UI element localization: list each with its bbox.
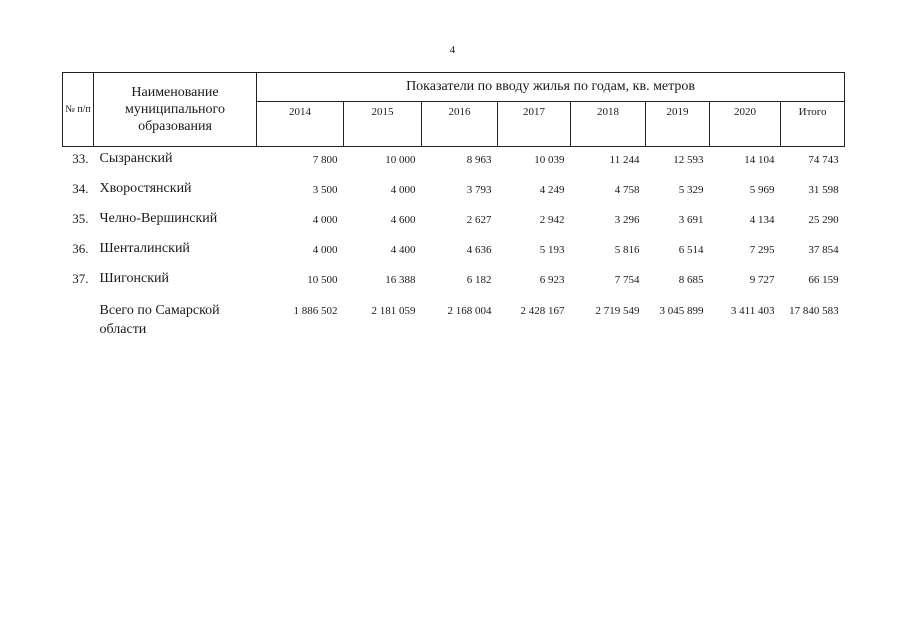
row-number: 33. xyxy=(72,151,89,166)
value-cell: 10 000 xyxy=(385,154,416,166)
value-cell: 5 816 xyxy=(614,243,640,256)
total-value-cell: 1 886 502 xyxy=(293,304,338,317)
value-cell: 3 296 xyxy=(614,213,640,226)
value-cell: 6 182 xyxy=(466,273,492,286)
value-cell: 4 636 xyxy=(466,243,492,256)
total-cell: 66 159 xyxy=(808,273,839,286)
total-row-label: Всего по Самарской области xyxy=(99,302,220,337)
column-group-header: Показатели по вводу жилья по годам, кв. метров xyxy=(257,73,845,102)
value-cell: 7 754 xyxy=(614,273,640,286)
total-value-cell: 2 428 167 xyxy=(520,304,565,317)
value-cell: 4 134 xyxy=(749,213,775,226)
total-cell: 74 743 xyxy=(808,154,839,166)
column-header-year: 2019 xyxy=(646,102,710,147)
page-number: 4 xyxy=(449,44,456,56)
table-row xyxy=(63,267,845,301)
value-cell: 7 800 xyxy=(312,154,338,166)
row-number: 36. xyxy=(72,240,89,256)
value-cell: 9 727 xyxy=(749,273,775,286)
total-value-cell: 3 045 899 xyxy=(659,304,704,317)
value-cell: 2 627 xyxy=(466,213,492,226)
value-cell: 5 193 xyxy=(539,243,565,256)
total-value-cell: 3 411 403 xyxy=(730,304,775,317)
value-cell: 10 500 xyxy=(307,273,338,286)
value-cell: 6 923 xyxy=(539,273,565,286)
table-row xyxy=(63,207,845,237)
value-cell: 11 244 xyxy=(609,154,640,166)
municipality-name: Сызранский xyxy=(99,151,173,166)
value-cell: 16 388 xyxy=(385,273,416,286)
total-row xyxy=(63,301,845,339)
value-cell: 2 942 xyxy=(539,213,565,226)
total-value-cell: 2 168 004 xyxy=(447,304,492,317)
value-cell: 4 000 xyxy=(312,213,338,226)
value-cell: 4 249 xyxy=(539,183,565,196)
value-cell: 3 793 xyxy=(466,183,492,196)
value-cell: 14 104 xyxy=(744,154,775,166)
value-cell: 4 400 xyxy=(390,243,416,256)
total-cell: 31 598 xyxy=(808,183,839,196)
value-cell: 4 000 xyxy=(312,243,338,256)
municipality-name: Шигонский xyxy=(99,270,170,286)
column-header-year: 2018 xyxy=(571,102,646,147)
grand-total-cell: 17 840 583 xyxy=(789,304,839,317)
table-row xyxy=(63,147,845,177)
column-header-year: 2020 xyxy=(710,102,781,147)
value-cell: 8 685 xyxy=(678,273,704,286)
column-header-year: 2014 xyxy=(257,102,344,147)
value-cell: 8 963 xyxy=(466,154,492,166)
table-row xyxy=(63,177,845,207)
municipality-name: Челно-Вершинский xyxy=(99,210,218,226)
value-cell: 4 600 xyxy=(390,213,416,226)
value-cell: 5 969 xyxy=(749,183,775,196)
row-number-empty xyxy=(63,301,94,339)
column-header-year: 2015 xyxy=(344,102,422,147)
column-header-year: 2017 xyxy=(498,102,571,147)
table-header xyxy=(63,73,845,147)
value-cell: 12 593 xyxy=(673,154,704,166)
value-cell: 3 500 xyxy=(312,183,338,196)
total-value-cell: 2 181 059 xyxy=(371,304,416,317)
municipality-name: Шенталинский xyxy=(99,240,190,256)
total-cell: 37 854 xyxy=(808,243,839,256)
value-cell: 4 758 xyxy=(614,183,640,196)
value-cell: 7 295 xyxy=(749,243,775,256)
value-cell: 5 329 xyxy=(678,183,704,196)
row-number: 35. xyxy=(72,210,89,226)
column-header-total: Итого xyxy=(781,102,845,147)
table-body xyxy=(63,147,845,339)
value-cell: 4 000 xyxy=(390,183,416,196)
value-cell: 6 514 xyxy=(678,243,704,256)
total-cell: 25 290 xyxy=(808,213,839,226)
value-cell: 10 039 xyxy=(534,154,565,166)
column-header-name: Наименование муниципального образования xyxy=(94,73,257,147)
column-header-year: 2016 xyxy=(422,102,498,147)
total-value-cell: 2 719 549 xyxy=(595,304,640,317)
row-number: 37. xyxy=(72,270,89,286)
column-header-number: № п/п xyxy=(63,73,94,147)
row-number: 34. xyxy=(72,180,89,196)
value-cell: 3 691 xyxy=(678,213,704,226)
municipality-name: Хворостянский xyxy=(99,180,192,196)
table-row xyxy=(63,237,845,267)
housing-table xyxy=(62,72,845,339)
